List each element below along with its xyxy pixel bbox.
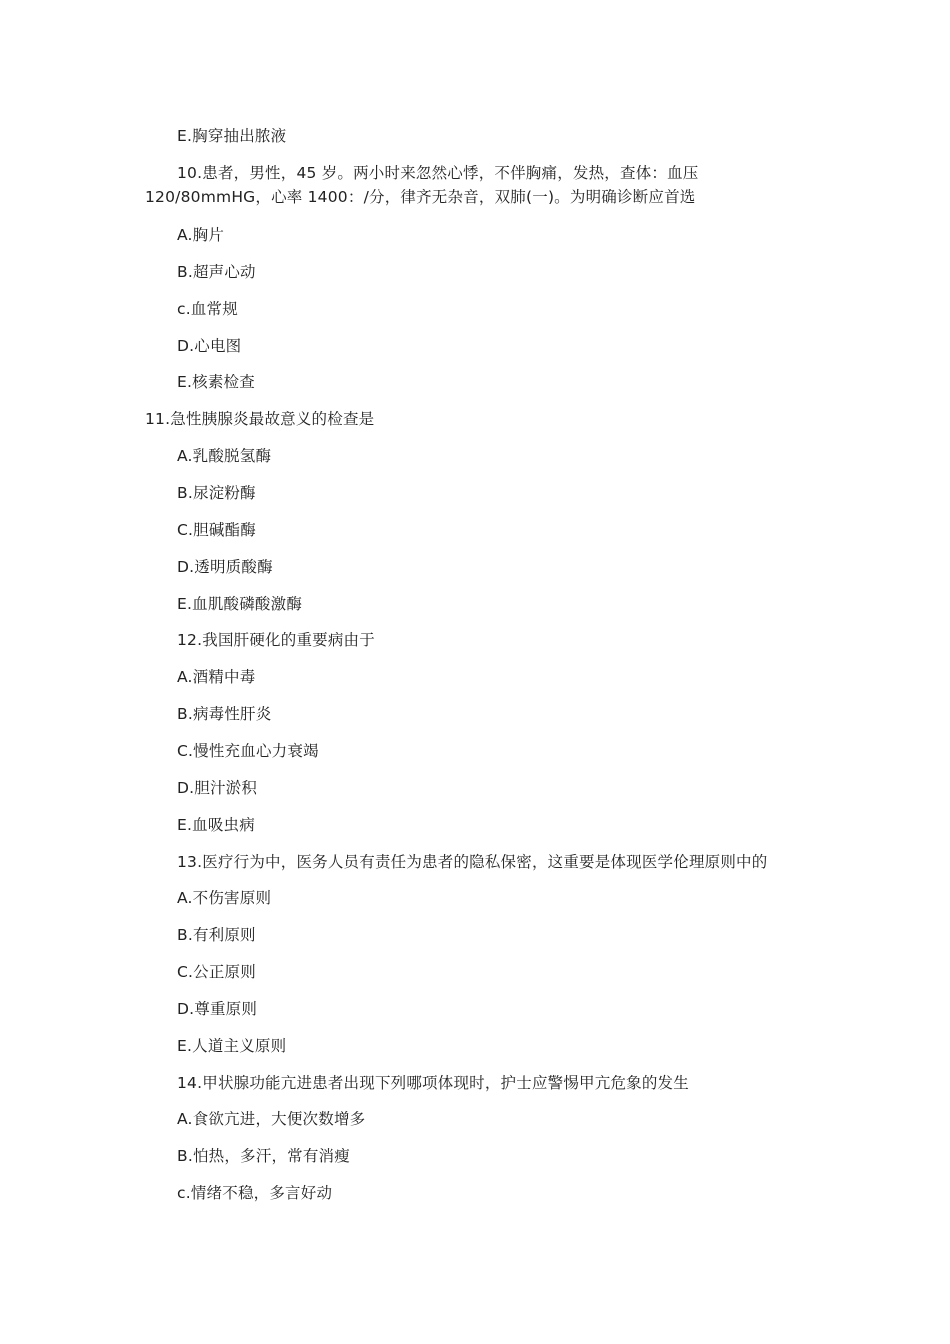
option-line: A.不伤害原则 [177,889,272,907]
option-line: E.血肌酸磷酸激酶 [177,595,303,613]
option-line: E.人道主义原则 [177,1037,287,1055]
option-line: B.超声心动 [177,263,256,281]
option-line: C.慢性充血心力衰竭 [177,742,319,760]
question-13: 13.医疗行为中，医务人员有责任为患者的隐私保密，这重要是体现医学伦理原则中的 [177,853,768,871]
option-line: A.食欲亢进，大便次数增多 [177,1110,366,1128]
option-line: E.核素检查 [177,373,255,391]
option-line: A.乳酸脱氢酶 [177,447,272,465]
option-line: C.公正原则 [177,963,256,981]
option-line: c.情绪不稳，多言好动 [177,1184,333,1202]
option-line: D.心电图 [177,337,242,355]
option-line: B.病毒性肝炎 [177,705,272,723]
option-line: A.胸片 [177,226,225,244]
option-line: E.胸穿抽出脓液 [177,127,287,145]
option-line: B.怕热，多汗，常有消瘦 [177,1147,350,1165]
option-line: D.尊重原则 [177,1000,258,1018]
option-line: B.尿淀粉酶 [177,484,256,502]
option-line: c.血常规 [177,300,238,318]
option-line: A.酒精中毒 [177,668,256,686]
option-line: B.有利原则 [177,926,256,944]
option-line: D.透明质酸酶 [177,558,273,576]
question-10-line-1: 10.患者，男性，45 岁。两小时来忽然心悸，不伴胸痛，发热，查体：血压 [177,164,699,182]
option-line: E.血吸虫病 [177,816,255,834]
question-11: 11.急性胰腺炎最故意义的检查是 [145,410,375,428]
option-line: C.胆碱酯酶 [177,521,256,539]
question-14: 14.甲状腺功能亢进患者出现下列哪项体现时，护士应警惕甲亢危象的发生 [177,1074,689,1092]
question-10-line-2: 120/80mmHG，心率 1400：/分，律齐无杂音，双肺(一)。为明确诊断应首选 [145,188,696,206]
question-12: 12.我国肝硬化的重要病由于 [177,631,375,649]
option-line: D.胆汁淤积 [177,779,258,797]
